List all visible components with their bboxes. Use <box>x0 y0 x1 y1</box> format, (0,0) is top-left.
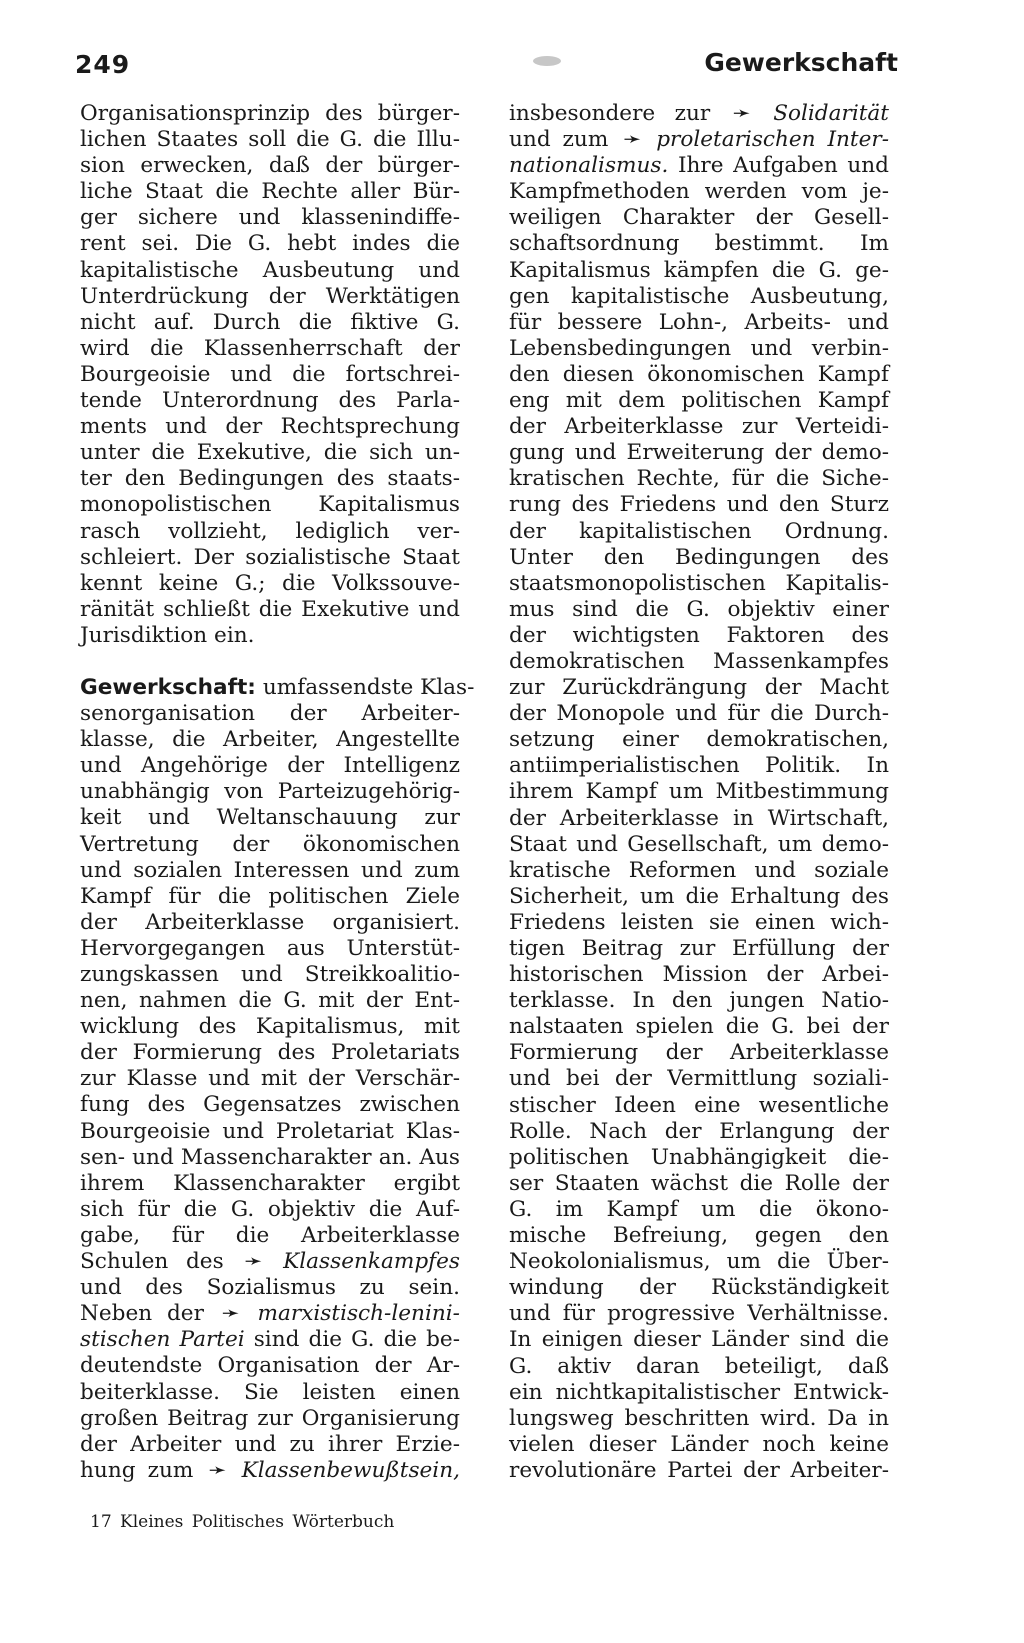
text-line <box>509 153 889 179</box>
text-line: Neokolonialismus, um die Über- <box>509 1249 889 1275</box>
arrow-icon: ➛ <box>221 1301 240 1327</box>
text-span: umfassendste Klas- <box>262 674 475 700</box>
text-line: ein nichtkapitalistischer Entwick- <box>509 1379 889 1405</box>
text-line: unabhängig von Parteizugehörig- <box>80 779 460 805</box>
text-line: deutendste Organisation der Ar- <box>80 1353 460 1379</box>
text-line: und bei der Vermittlung soziali- <box>509 1066 889 1092</box>
text-line: Hervorgegangen aus Unterstüt- <box>80 935 460 961</box>
arrow-icon: ➛ <box>732 101 751 126</box>
text-line: ihrem Klassencharakter ergibt <box>80 1170 460 1196</box>
right-paragraph <box>509 179 889 1484</box>
text-line: zur Klasse und mit der Verschär- <box>80 1066 460 1092</box>
text-line: der Arbeiterklasse zur Verteidi- <box>509 414 889 440</box>
text-line: G. aktiv daran beteiligt, daß <box>509 1353 889 1379</box>
cross-reference-link[interactable]: nationalismus. <box>509 153 669 179</box>
text-line: schaftsordnung bestimmt. Im <box>509 231 889 257</box>
text-line: Sicherheit, um die Erhaltung des <box>509 883 889 909</box>
text-line: nicht auf. Durch die fiktive G. <box>80 309 460 335</box>
text-line: nen, nahmen die G. mit der Ent- <box>80 988 460 1014</box>
text-line: vielen dieser Länder noch keine <box>509 1431 889 1457</box>
text-line: terklasse. In den jungen Natio- <box>509 988 889 1014</box>
text-line: und des Sozialismus zu sein. <box>80 1275 460 1301</box>
text-line: sion erwecken, daß der bürger- <box>80 153 460 179</box>
text-line: wicklung des Kapitalismus, mit <box>80 1014 460 1040</box>
text-line: Unterdrückung der Werktätigen <box>80 283 460 309</box>
text-line: gung und Erweiterung der demo- <box>509 440 889 466</box>
entry-paragraph-tail <box>80 1353 460 1457</box>
text-line: kratische Reformen und soziale <box>509 857 889 883</box>
text-line: windung der Rückständigkeit <box>509 1275 889 1301</box>
text-line: sen- und Massencharakter an. Aus <box>80 1144 460 1170</box>
page-footer: 17 Kleines Politisches Wörterbuch <box>90 1512 395 1532</box>
text-line: Bourgeoisie und Proletariat Klas- <box>80 1118 460 1144</box>
text-line: mische Befreiung, gegen den <box>509 1223 889 1249</box>
paragraph-continuation <box>80 101 460 649</box>
arrow-icon: ➛ <box>244 1249 263 1275</box>
text-line: für bessere Lohn-, Arbeits- und <box>509 309 889 335</box>
arrow-icon: ➛ <box>623 127 642 153</box>
text-line: großen Beitrag zur Organisierung <box>80 1405 460 1431</box>
text-line: tigen Beitrag zur Erfüllung der <box>509 936 889 961</box>
text-line: gabe, für die Arbeiterklasse <box>80 1222 460 1248</box>
text-line: und Angehörige der Intelligenz <box>80 753 460 779</box>
text-line: Rolle. Nach der Erlangung der <box>509 1118 889 1144</box>
text-line: ter den Bedingungen des staats- <box>80 466 460 492</box>
text-line: der Formierung des Proletariats <box>80 1040 460 1066</box>
text-line: liche Staat die Rechte aller Bür- <box>80 179 460 205</box>
text-line: der Arbeiterklasse organisiert. <box>80 909 460 935</box>
text-line: zungskassen und Streikkoalitio- <box>80 962 460 987</box>
text-line <box>80 674 475 701</box>
cross-reference-link[interactable]: marxistisch-lenini- <box>257 1301 460 1327</box>
text-line: unter die Exekutive, die sich un- <box>80 440 460 466</box>
paragraph-gap <box>80 649 460 675</box>
text-span: Neben der <box>80 1301 204 1327</box>
text-line: Kapitalismus kämpfen die G. ge- <box>509 257 889 283</box>
text-span: Schulen des <box>80 1249 224 1275</box>
text-line: historischen Mission der Arbei- <box>509 962 889 988</box>
page-number: 249 <box>75 50 131 79</box>
text-line <box>80 1301 460 1327</box>
text-span: Ihre Aufgaben und <box>677 153 889 179</box>
text-line: Organisationsprinzip des bürger- <box>80 101 460 126</box>
arrow-icon: ➛ <box>208 1457 227 1483</box>
text-line: der Arbeiter und zu ihrer Erzie- <box>80 1431 460 1457</box>
text-line: kennt keine G.; die Volkssouve- <box>80 570 460 596</box>
text-line: Formierung der Arbeiterklasse <box>509 1040 889 1066</box>
text-line: der kapitalistischen Ordnung. <box>509 518 889 544</box>
text-line: antiimperialistischen Politik. In <box>509 753 889 779</box>
text-line: und für progressive Verhältnisse. <box>509 1301 889 1327</box>
left-column <box>80 101 475 1484</box>
text-span: insbesondere zur <box>509 101 711 126</box>
text-line: nalstaaten spielen die G. bei der <box>509 1014 889 1040</box>
text-line: beiterklasse. Sie leisten einen <box>80 1379 460 1405</box>
text-line: kapitalistische Ausbeutung und <box>80 257 460 283</box>
text-line: tende Unterordnung des Parla- <box>80 388 460 414</box>
text-line: Bourgeoisie und die fortschrei- <box>80 361 460 387</box>
cross-reference-link[interactable]: Klassenkampfes <box>283 1249 460 1275</box>
text-line: ser Staaten wächst die Rolle der <box>509 1170 889 1196</box>
text-line: zur Zurückdrängung der Macht <box>509 675 889 701</box>
text-line: der wichtigsten Faktoren des <box>509 622 889 648</box>
right-column <box>509 101 889 1484</box>
entry-lemma: Gewerkschaft: <box>80 674 256 700</box>
text-line: Friedens leisten sie einen wich- <box>509 909 889 935</box>
text-line: rent sei. Die G. hebt indes die <box>80 231 460 257</box>
text-line: Vertretung der ökonomischen <box>80 831 460 857</box>
cross-reference-link[interactable]: stischen Partei <box>80 1327 245 1353</box>
text-line: der Monopole und für die Durch- <box>509 701 889 727</box>
cross-reference-link[interactable]: proletarischen Inter- <box>656 127 889 153</box>
entry-paragraph <box>80 701 460 1249</box>
text-line: In einigen dieser Länder sind die <box>509 1327 889 1353</box>
text-line <box>80 1327 460 1353</box>
text-line: setzung einer demokratischen, <box>509 727 889 753</box>
text-line: Kampfmethoden werden vom je- <box>509 179 889 205</box>
text-line <box>509 127 889 153</box>
cross-reference-link[interactable]: Klassenbewußtsein, <box>241 1457 460 1483</box>
text-span: und zum <box>509 127 609 153</box>
text-line: klasse, die Arbeiter, Angestellte <box>80 727 460 753</box>
text-line: Lebensbedingungen und verbin- <box>509 335 889 361</box>
text-line: ränität schließt die Exekutive und <box>80 596 460 622</box>
text-line: kratischen Rechte, für die Siche- <box>509 466 889 492</box>
text-line: wird die Klassenherrschaft der <box>80 335 460 361</box>
text-line: weiligen Charakter der Gesell- <box>509 205 889 231</box>
text-line: Staat und Gesellschaft, um demo- <box>509 831 889 857</box>
text-line: den diesen ökonomischen Kampf <box>509 361 889 387</box>
text-line: keit und Weltanschauung zur <box>80 805 460 831</box>
text-line: der Arbeiterklasse in Wirtschaft, <box>509 805 889 831</box>
cross-reference-link[interactable]: Solidarität <box>773 101 889 126</box>
text-line <box>80 1458 460 1484</box>
text-line: sich für die G. objektiv die Auf- <box>80 1196 460 1222</box>
text-line: Kampf für die politischen Ziele <box>80 883 460 909</box>
text-line: senorganisation der Arbeiter- <box>80 701 460 727</box>
text-line: demokratischen Massenkampfes <box>509 648 889 674</box>
text-line: politischen Unabhängigkeit die- <box>509 1144 889 1170</box>
text-line: monopolistischen Kapitalismus <box>80 492 460 518</box>
text-line: gen kapitalistische Ausbeutung, <box>509 283 889 309</box>
text-line: stischer Ideen eine wesentliche <box>509 1092 889 1118</box>
text-line: staatsmonopolistischen Kapitalis- <box>509 570 889 596</box>
text-line: ihrem Kampf um Mitbestimmung <box>509 779 889 805</box>
text-line: und sozialen Interessen und zum <box>80 857 460 883</box>
text-line: Unter den Bedingungen des <box>509 544 889 570</box>
text-line: mus sind die G. objektiv einer <box>509 596 889 622</box>
text-span: hung zum <box>80 1457 194 1483</box>
ink-smudge <box>533 56 561 66</box>
text-line: fung des Gegensatzes zwischen <box>80 1092 460 1118</box>
text-line: lichen Staates soll die G. die Illu- <box>80 127 460 153</box>
text-line: eng mit dem politischen Kampf <box>509 388 889 414</box>
text-line: schleiert. Der sozialistische Staat <box>80 544 460 570</box>
text-line <box>80 1249 460 1275</box>
text-span: sind die G. die be- <box>253 1327 460 1353</box>
text-line: rung des Friedens und den Sturz <box>509 492 889 518</box>
text-line: revolutionäre Partei der Arbeiter- <box>509 1457 889 1483</box>
text-line <box>509 101 889 127</box>
text-line: G. im Kampf um die ökono- <box>509 1196 889 1222</box>
text-line: ger sichere und klassenindiffe- <box>80 205 460 231</box>
text-line: ments und der Rechtsprechung <box>80 414 460 440</box>
text-line: rasch vollzieht, lediglich ver- <box>80 518 460 544</box>
running-head: Gewerkschaft <box>704 48 898 77</box>
text-line: Jurisdiktion ein. <box>80 622 255 648</box>
text-line: lungsweg beschritten wird. Da in <box>509 1405 889 1431</box>
